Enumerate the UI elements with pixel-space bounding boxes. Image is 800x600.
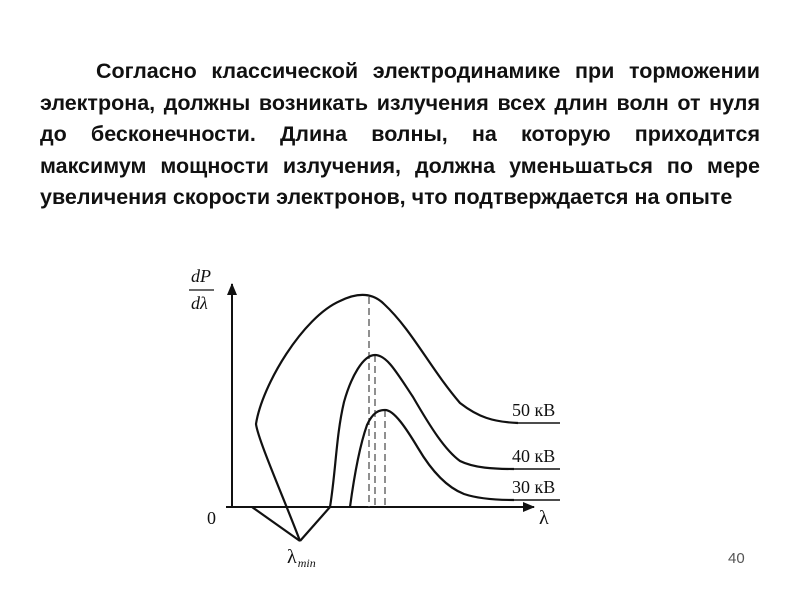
y-axis-label-numerator: dP xyxy=(191,266,211,286)
lambda-min-label xyxy=(287,546,316,570)
curve-label-40kv: 40 кВ xyxy=(512,446,556,466)
x-axis-label: λ xyxy=(539,507,549,529)
lambda-min-subscript: min xyxy=(297,556,316,570)
curve-50kv xyxy=(256,295,518,541)
lambda-min-line-right xyxy=(300,507,330,541)
curve-label-30kv: 30 кВ xyxy=(512,477,556,497)
origin-label: 0 xyxy=(207,508,216,528)
slide-paragraph: Согласно классической электродинамике при торможении электрона, должны возникать излучения всех длин волн от нуля до бесконечности. Длина волны, на которую приходится максимум мощности излучения, должна уменьшаться по мере увеличения скорости электронов, что подтверждается на опыте xyxy=(40,59,760,209)
curve-40kv xyxy=(330,355,514,507)
curve-label-50kv: 50 кВ xyxy=(512,400,556,420)
y-axis-label-denominator: dλ xyxy=(191,293,208,313)
page-number: 40 xyxy=(728,550,745,567)
lambda-min-symbol: λ xyxy=(287,546,297,568)
